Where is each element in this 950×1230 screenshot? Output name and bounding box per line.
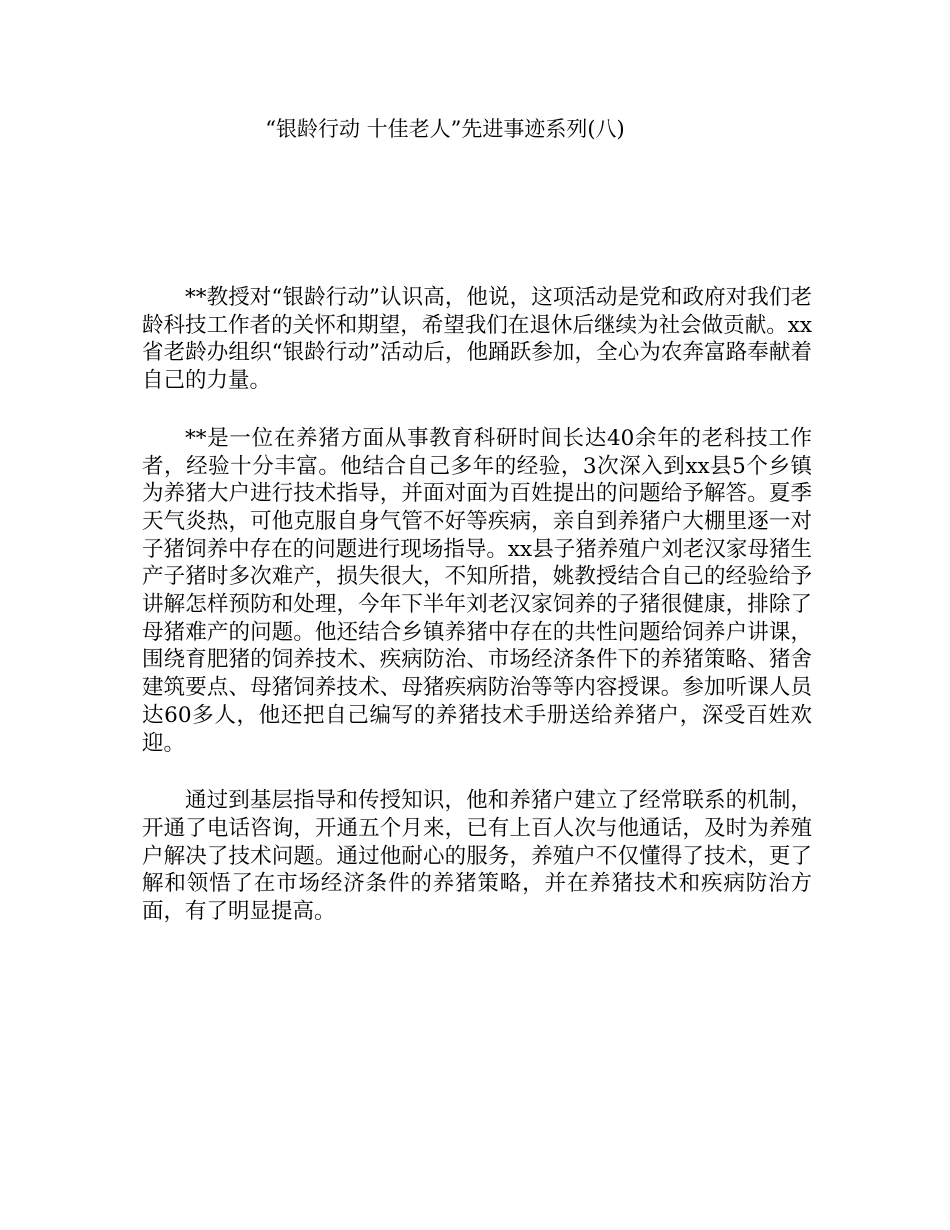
paragraph-2: **是一位在养猪方面从事教育科研时间长达40余年的老科技工作者，经验十分丰富。他结合自己多年的经验，3次深入到xx县5个乡镇为养猪大户进行技术指导，并面对面为百姓提出的问题给予解答。夏季天气炎热，可他克服自身气管不好等疾病，亲自到养猪户大棚里逐一对子猪饲养中存在的问题进行现场指导。xx县子猪养殖户刘老汉家母猪生产子猪时多次难产，损失很大，不知所措，姚教授结合自己的经验给予讲解怎样预防和处理，今年下半年刘老汉家饲养的子猪很健康，排除了母猪难产的问题。他还结合乡镇养猪中存在的共性问题给饲养户讲课，围绕育肥猪的饲养技术、疾病防治、市场经济条件下的养猪策略、猪舍建筑要点、母猪饲养技术、母猪疾病防治等等内容授课。参加听课人员达60多人，他还把自己编写的养猪技术手册送给养猪户，深受百姓欢迎。 xyxy=(142,425,812,756)
document-body xyxy=(142,284,812,956)
paragraph-1: **教授对“银龄行动”认识高，他说，这项活动是党和政府对我们老龄科技工作者的关怀和期望，希望我们在退休后继续为社会做贡献。xx省老龄办组织“银龄行动”活动后，他踊跃参加，全心为农奔富路奉献着自己的力量。 xyxy=(142,285,812,394)
document-title: “银龄行动 十佳老人”先进事迹系列(八) xyxy=(265,117,625,141)
paragraph-3: 通过到基层指导和传授知识，他和养猪户建立了经常联系的机制，开通了电话咨询，开通五个月来，已有上百人次与他通话，及时为养殖户解决了技术问题。通过他耐心的服务，养殖户不仅懂得了技术，更了解和领悟了在市场经济条件的养猪策略，并在养猪技术和疾病防治方面，有了明显提高。 xyxy=(142,788,812,925)
